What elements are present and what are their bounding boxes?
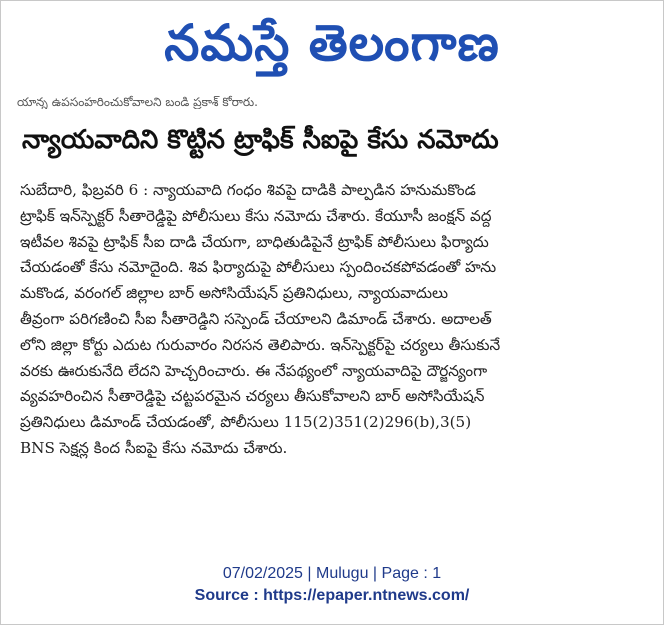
article-body-line: ఇటీవల శివపై ట్రాఫిక్ సీఐ దాడి చేయగా, బాధితుడిపైనే ట్రాఫిక్ పోలీసులు ఫిర్యాదు (20, 232, 489, 251)
article-body-line: తీవ్రంగా పరిగణించి సీఐ సీతారెడ్డిని సస్పెండ్ చేయాలని డిమాండ్ చేశారు. అదాలత్ (20, 309, 492, 328)
article-body-line: BNS సెక్షన్ల కింద సీఐపై కేసు నమోదు చేశారు. (20, 438, 288, 457)
article-body-line: ప్రతినిధులు డిమాండ్ చేయడంతో, పోలీసులు 115(2)351(2)296(b),3(5) (20, 413, 472, 432)
article-body-line: చేయడంతో కేసు నమోదైంది. శివ ఫిర్యాదుపై పోలీసులు స్పందించకపోవడంతో హను (20, 258, 497, 277)
newspaper-logo: నమస్తే తెలంగాణ (164, 14, 500, 72)
article-body (20, 178, 622, 462)
article-body-line: లోని జిల్లా కోర్టు ఎదుట గురువారం నిరసన తెలిపారు. ఇన్‌స్పెక్టర్‌పై చర్యలు తీసుకునే (20, 335, 501, 354)
previous-article-cut-line: యాన్న ఉపసంహరించుకోవాలని బండి ప్రకాశ్ కోరారు. (17, 95, 258, 109)
article-body-line: ట్రాఫిక్ ఇన్‌స్పెక్టర్ సీతారెడ్డిపై పోలీసులు కేసు నమోదు చేశారు. కేయూసీ జంక్షన్ వద్ద (20, 206, 492, 225)
edition-info: 07/02/2025 | Mulugu | Page : 1 (222, 565, 442, 582)
article-body-line: మకొండ, వరంగల్ జిల్లాల బార్ అసోసియేషన్ ప్రతినిధులు, న్యాయవాదులు (20, 284, 449, 303)
article-body-line: వరకు ఊరుకునేది లేదని హెచ్చరించారు. ఈ నేపథ్యంలో న్యాయవాదిపై దౌర్జన్యంగా (20, 361, 488, 380)
clipping-footer (0, 563, 664, 607)
source-link[interactable]: Source : https://epaper.ntnews.com/ (194, 587, 470, 604)
masthead (0, 4, 664, 82)
article-headline: న్యాయవాదిని కొట్టిన ట్రాఫిక్ సీఐపై కేసు నమోదు (22, 125, 499, 155)
article-body-line: సుబేదారి, ఫిబ్రవరి 6 : న్యాయవాది గంధం శివపై దాడికి పాల్పడిన హనుమకొండ (20, 181, 476, 199)
article-body-line: వ్యవహరించిన సీతారెడ్డిపై చట్టపరమైన చర్యలు తీసుకోవాలని బార్ అసోసియేషన్ (20, 387, 485, 406)
